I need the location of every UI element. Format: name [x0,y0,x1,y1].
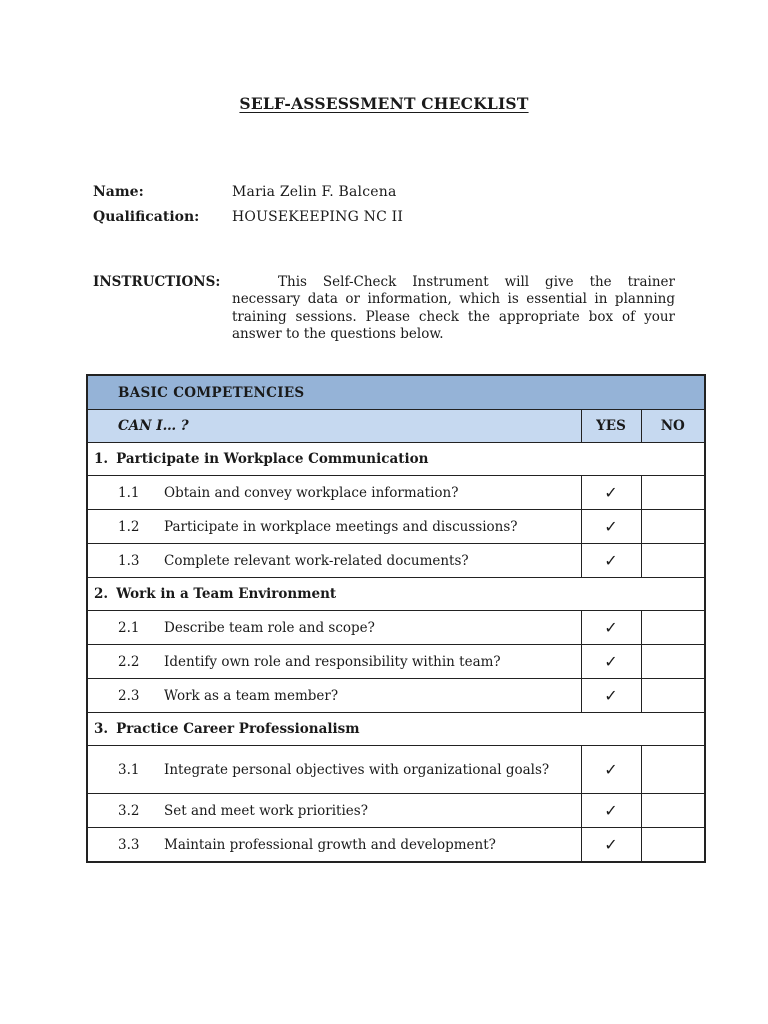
section-number: 1. [94,451,109,467]
page-title [0,94,768,113]
checkmark-icon: ✓ [604,686,618,705]
question-cell [87,544,581,578]
qualification-value: HOUSEKEEPING NC II [232,209,404,225]
section-row [87,578,705,611]
section-title: Participate in Workplace Communication [116,451,429,467]
checkmark-icon: ✓ [604,618,618,637]
checklist-item-row [87,510,705,544]
item-number: 3.2 [118,802,140,819]
section-row [87,443,705,476]
instructions-label: INSTRUCTIONS: [93,274,221,290]
section-row [87,713,705,746]
item-number: 1.1 [118,484,140,501]
question-cell [87,679,581,713]
basic-competencies-header-row [87,375,705,410]
item-question: Participate in workplace meetings and discussions? [164,518,518,535]
item-number: 1.2 [118,518,140,535]
question-cell [87,510,581,544]
no-checkbox-cell[interactable] [641,794,705,828]
checklist-item-row [87,746,705,794]
no-checkbox-cell[interactable] [641,476,705,510]
no-checkbox-cell[interactable] [641,645,705,679]
question-cell [87,746,581,794]
checkmark-icon: ✓ [604,760,618,779]
no-column-header: NO [641,410,705,443]
checkmark-icon: ✓ [604,835,618,854]
yes-checkbox-cell[interactable] [581,544,641,578]
no-checkbox-cell[interactable] [641,679,705,713]
no-checkbox-cell[interactable] [641,510,705,544]
yes-checkbox-cell[interactable] [581,679,641,713]
checklist-item-row [87,544,705,578]
item-question: Integrate personal objectives with organizational goals? [164,761,550,778]
section-title: Work in a Team Environment [116,586,337,602]
item-question: Set and meet work priorities? [164,802,368,819]
checklist-item-row [87,828,705,863]
no-checkbox-cell[interactable] [641,746,705,794]
checklist-item-row [87,794,705,828]
basic-competencies-header: BASIC COMPETENCIES [87,375,705,410]
item-question: Obtain and convey workplace information? [164,484,459,501]
yes-checkbox-cell[interactable] [581,794,641,828]
no-checkbox-cell[interactable] [641,544,705,578]
section-title-cell [87,713,705,746]
section-title-cell [87,443,705,476]
item-number: 3.1 [118,761,140,778]
yes-column-header: YES [581,410,641,443]
item-number: 2.1 [118,619,140,636]
title-text: SELF-ASSESSMENT CHECKLIST [239,94,529,113]
checklist-item-row [87,611,705,645]
competency-checklist-table [86,374,706,863]
checklist-item-row [87,476,705,510]
item-question: Work as a team member? [164,687,339,704]
item-question: Identify own role and responsibility within team? [164,653,501,670]
checklist-item-row [87,679,705,713]
yes-checkbox-cell[interactable] [581,645,641,679]
can-i-header: CAN I… ? [87,410,581,443]
name-label: Name: [93,184,144,200]
question-cell [87,476,581,510]
section-number: 2. [94,586,109,602]
yes-checkbox-cell[interactable] [581,510,641,544]
yes-checkbox-cell[interactable] [581,476,641,510]
item-number: 2.3 [118,687,140,704]
item-number: 2.2 [118,653,140,670]
question-cell [87,645,581,679]
section-number: 3. [94,721,109,737]
yes-checkbox-cell[interactable] [581,828,641,863]
yes-checkbox-cell[interactable] [581,746,641,794]
checkmark-icon: ✓ [604,551,618,570]
question-cell [87,828,581,863]
checklist-item-row [87,645,705,679]
item-number: 1.3 [118,552,140,569]
item-question: Complete relevant work-related documents? [164,552,469,569]
no-checkbox-cell[interactable] [641,611,705,645]
item-question: Maintain professional growth and development? [164,836,496,853]
instructions-text: This Self-Check Instrument will give the trainer necessary data or information, which is essential in planning training sessions. Please check the appropriate box of your answer to the questions below. [232,274,675,342]
no-checkbox-cell[interactable] [641,828,705,863]
can-i-header-row [87,410,705,443]
checkmark-icon: ✓ [604,801,618,820]
name-value: Maria Zelin F. Balcena [232,184,397,200]
section-title: Practice Career Professionalism [116,721,360,737]
yes-checkbox-cell[interactable] [581,611,641,645]
item-question: Describe team role and scope? [164,619,375,636]
checkmark-icon: ✓ [604,483,618,502]
checkmark-icon: ✓ [604,652,618,671]
section-title-cell [87,578,705,611]
qualification-label: Qualification: [93,209,200,225]
checkmark-icon: ✓ [604,517,618,536]
question-cell [87,794,581,828]
question-cell [87,611,581,645]
item-number: 3.3 [118,836,140,853]
